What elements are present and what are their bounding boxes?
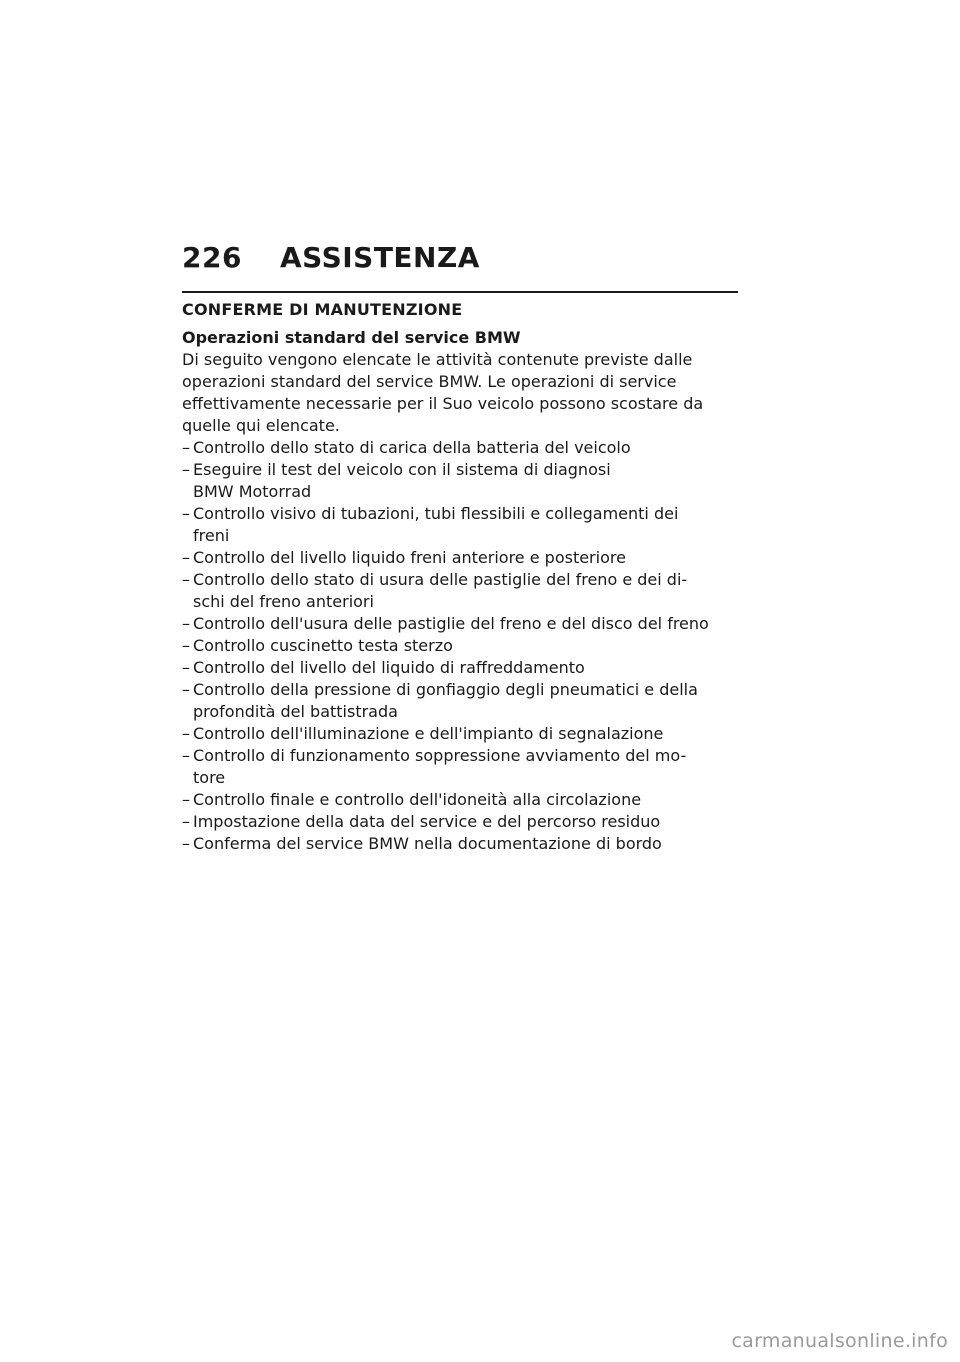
list-item — [182, 833, 738, 855]
chapter-title: ASSISTENZA — [280, 241, 480, 274]
page-content — [182, 240, 738, 855]
list-item-text: Controllo del livello del liquido di raffreddamento — [193, 658, 585, 677]
list-item-text: Controllo della pressione di gonfiaggio degli pneumatici e della — [193, 680, 698, 699]
bullet-dash: – — [182, 548, 190, 567]
list-item-text: Controllo dello stato di carica della batteria del veicolo — [193, 438, 631, 457]
section-subtitle: Operazioni standard del service BMW — [182, 328, 521, 347]
list-item-continuation: BMW Motorrad — [193, 482, 312, 501]
list-item — [182, 503, 738, 547]
watermark: carmanualsonline.info — [731, 1330, 948, 1352]
list-item-continuation: tore — [193, 768, 226, 787]
intro-paragraph — [182, 349, 738, 437]
bullet-dash: – — [182, 790, 190, 809]
intro-line: Di seguito vengono elencate le attività contenute previste dalle — [182, 350, 693, 369]
list-item-continuation: schi del freno anteriori — [193, 592, 374, 611]
intro-line: effettivamente necessarie per il Suo veicolo possono scostare da — [182, 394, 704, 413]
intro-line: operazioni standard del service BMW. Le operazioni di service — [182, 372, 677, 391]
list-item-continuation: profondità del battistrada — [193, 702, 398, 721]
bullet-dash: – — [182, 636, 190, 655]
bullet-dash: – — [182, 614, 190, 633]
list-item-text: Controllo cuscinetto testa sterzo — [193, 636, 453, 655]
list-item — [182, 679, 738, 723]
bullet-dash: – — [182, 834, 190, 853]
bullet-dash: – — [182, 746, 190, 765]
list-item-text: Controllo del livello liquido freni anteriore e posteriore — [193, 548, 626, 567]
list-item-text: Conferma del service BMW nella documentazione di bordo — [193, 834, 662, 853]
list-item-text: Controllo visivo di tubazioni, tubi flessibili e collegamenti dei — [193, 504, 679, 523]
header-divider — [182, 291, 738, 293]
page-number: 226 — [182, 241, 242, 274]
list-item — [182, 459, 738, 503]
list-item-text: Eseguire il test del veicolo con il sistema di diagnosi — [193, 460, 611, 479]
list-item — [182, 569, 738, 613]
list-item — [182, 547, 738, 569]
bullet-dash: – — [182, 724, 190, 743]
list-item — [182, 811, 738, 833]
list-item — [182, 723, 738, 745]
bullet-dash: – — [182, 658, 190, 677]
list-item-continuation: freni — [193, 526, 230, 545]
bullet-dash: – — [182, 680, 190, 699]
list-item — [182, 789, 738, 811]
list-item-text: Impostazione della data del service e del percorso residuo — [193, 812, 661, 831]
list-item — [182, 635, 738, 657]
list-item-text: Controllo dello stato di usura delle pastiglie del freno e dei di- — [193, 570, 688, 589]
service-checklist — [182, 437, 738, 855]
list-item-text: Controllo di funzionamento soppressione avviamento del mo- — [193, 746, 687, 765]
list-item — [182, 613, 738, 635]
bullet-dash: – — [182, 570, 190, 589]
list-item — [182, 745, 738, 789]
list-item — [182, 437, 738, 459]
section-title: CONFERME DI MANUTENZIONE — [182, 300, 463, 319]
list-item — [182, 657, 738, 679]
bullet-dash: – — [182, 812, 190, 831]
chapter-header — [182, 240, 738, 276]
intro-line: quelle qui elencate. — [182, 416, 340, 435]
bullet-dash: – — [182, 438, 190, 457]
bullet-dash: – — [182, 460, 190, 479]
bullet-dash: – — [182, 504, 190, 523]
list-item-text: Controllo dell'illuminazione e dell'impianto di segnalazione — [193, 724, 664, 743]
list-item-text: Controllo dell'usura delle pastiglie del freno e del disco del freno — [193, 614, 709, 633]
list-item-text: Controllo finale e controllo dell'idoneità alla circolazione — [193, 790, 642, 809]
